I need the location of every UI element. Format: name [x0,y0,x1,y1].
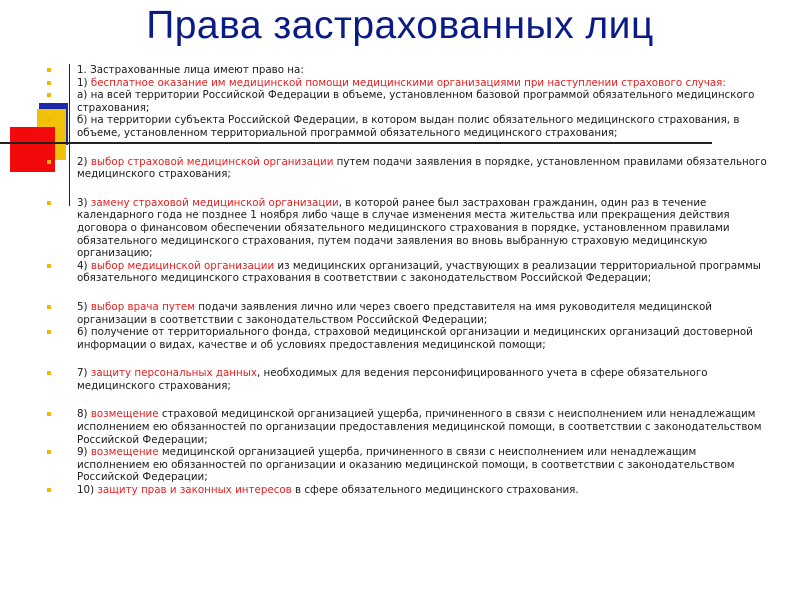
highlighted-text: выбор врача путем [90,300,196,313]
item-text: 1) [77,76,91,89]
item-text: 7) [77,367,91,380]
bullet-icon [47,160,51,164]
item-text: 2) [77,155,91,168]
item-text: в сфере обязательного медицинского страхования. [291,484,579,497]
bullet-icon [47,412,51,416]
slide-title: Права застрахованных лиц [146,4,654,47]
bullet-icon [47,488,51,492]
item-text: из медицинских организаций, участвующих в реализации территориальной программы обязательного медицинского страхования в соответствии с законодательством Российской Федерации; [77,259,761,285]
list-item [77,89,767,114]
item-text: 6) получение от территориального фонда, страховой медицинской организации и медицинских организаций достоверной информации о видах, качестве и об условиях предоставления медицинской помощи; [77,326,753,351]
list-item [77,446,767,484]
highlighted-text: защиту персональных данных [90,367,257,380]
item-text: 10) [77,484,98,497]
list-item [77,64,767,77]
list-item [77,197,767,260]
item-text: 9) [77,446,91,459]
item-text: 3) [77,196,91,209]
highlighted-text: замену страховой медицинской организации [90,196,339,209]
deco-vertical-line [69,64,70,206]
item-text: 4) [77,259,91,272]
item-text: , в которой ранее был застрахован гражданин, один раз в течение календарного года не позднее 1 ноября либо чаще в случае изменения места жительства или прекращения действия договора о финансовом обеспечении обязательного медицинского страхования в порядке, установленном правилами обязательного медицинского страхования, путем подачи заявления во вновь выбранную страховую медицинскую организацию; [77,196,730,260]
bullet-icon [47,305,51,309]
list-item [77,77,767,90]
item-text: подачи заявления лично или через своего представителя на имя руководителя медицинской организации в соответствии с законодательством Российской Федерации; [77,300,712,326]
highlighted-text: бесплатное оказание им медицинской помощи медицинскими организациями при наступлении страхового случая: [90,76,726,89]
item-text: 5) [77,300,91,313]
list-item [77,156,767,181]
list-item [77,408,767,446]
highlighted-text: возмещение [90,408,159,421]
list-item [77,326,767,351]
item-text: , необходимых для ведения персонифицированного учета в сфере обязательного медицинского страхования; [77,367,708,392]
list-item [77,114,767,139]
bullet-icon [47,93,51,97]
bullet-icon [47,201,51,205]
list-item [77,367,767,392]
item-text: 1. Застрахованные лица имеют право на: [77,64,304,76]
list-item [77,260,767,285]
rights-list [77,64,767,497]
bullet-icon [47,450,51,454]
list-item [77,484,767,497]
item-text: 8) [77,408,91,421]
highlighted-text: защиту прав и законных интересов [97,484,292,497]
list-item [77,301,767,326]
deco-red-block [10,127,55,172]
highlighted-text: выбор медицинской организации [90,259,275,272]
item-text: а) на всей территории Российской Федерации в объеме, установленном базовой программой обязательного медицинского страхования; [77,89,755,114]
item-text: медицинской организацией ущерба, причиненного в связи с неисполнением или ненадлежащим исполнением ею обязанностей по организации и оказанию медицинской помощи, в соответствии с законодательством Российской Федерации; [77,446,735,484]
item-text: б) на территории субъекта Российской Федерации, в котором выдан полис обязательного медицинского страхования, в объеме, установленном территориальной программой обязательного медицинского страхования; [77,114,740,139]
item-text: путем подачи заявления в порядке, установленном правилами обязательного медицинского страхования; [77,155,767,181]
bullet-icon [47,264,51,268]
bullet-icon [47,81,51,85]
bullet-icon [47,68,51,72]
highlighted-text: выбор страховой медицинской организации [90,155,334,168]
highlighted-text: возмещение [90,446,159,459]
bullet-icon [47,371,51,375]
item-text: страховой медицинской организацией ущерба, причиненного в связи с неисполнением или ненадлежащим исполнением ею обязанностей по организации предоставления медицинской помощи, в соответствии с законодательством Российской Федерации; [77,408,762,446]
bullet-icon [47,118,51,122]
bullet-icon [47,330,51,334]
